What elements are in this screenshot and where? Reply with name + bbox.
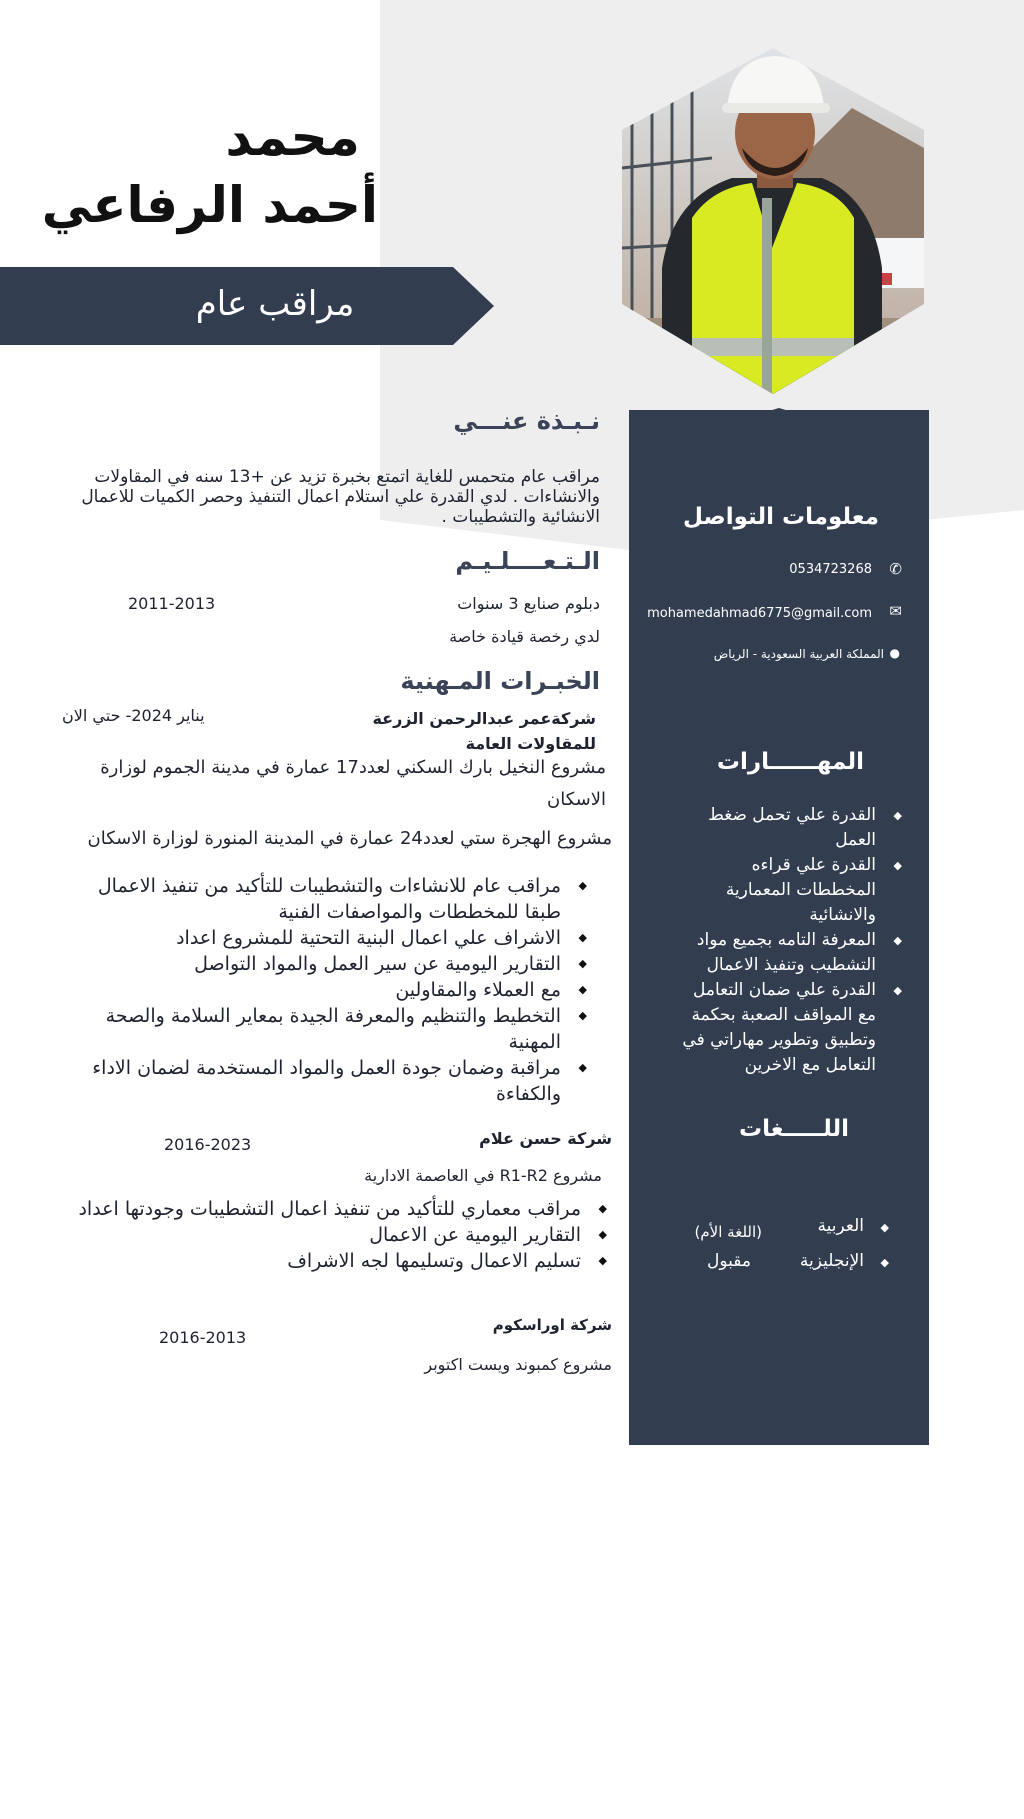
contact-phone[interactable]: 0534723268 bbox=[789, 562, 872, 577]
job3-project: مشروع كمبوند ويست اكتوبر bbox=[424, 1355, 612, 1374]
job2-company: شركة حسن علام bbox=[479, 1129, 612, 1148]
job3-period: 2016-2013 bbox=[159, 1328, 247, 1347]
languages-title: اللـــــغات bbox=[739, 1116, 849, 1142]
envelope-icon: ✉ bbox=[889, 602, 902, 620]
job2-duty: ◆ تسليم الاعمال وتسليمها لجه الاشراف bbox=[51, 1248, 611, 1274]
job1-project1: مشروع النخيل بارك السكني لعدد17 عمارة في مدينة الجموم لوزارة الاسكان bbox=[100, 757, 606, 810]
phone-icon: ✆ bbox=[889, 560, 902, 578]
language-bullet-icon: ◆ bbox=[880, 1221, 889, 1234]
skills-title: المهــــــارات bbox=[716, 749, 864, 775]
job1-project2: مشروع الهجرة ستي لعدد24 عمارة في المدينة المنورة لوزارة الاسكان bbox=[87, 828, 612, 849]
job1-duties bbox=[81, 873, 591, 1107]
job1-duty: ◆ مع العملاء والمقاولين bbox=[81, 977, 591, 1003]
skill-item: ◆ القدرة علي قراءه المخططات المعمارية والانشائية bbox=[682, 853, 904, 928]
location-pin-icon: ● bbox=[889, 646, 900, 660]
experience-title: الخبـرات المـهنية bbox=[400, 667, 600, 695]
job1-duty: ◆ التخطيط والتنظيم والمعرفة الجيدة بمعاير السلامة والصحة المهنية bbox=[81, 1003, 591, 1055]
job1-duty: ◆ مراقب عام للانشاءات والتشطيبات للتأكيد من تنفيذ الاعمال طبقا للمخططات والمواصفات الفنية bbox=[81, 873, 591, 925]
contact-email[interactable]: mohamedahmad6775@gmail.com bbox=[647, 606, 872, 621]
skill-item: ◆ القدرة علي تحمل ضغط العمل bbox=[682, 803, 904, 853]
education-title: الـتـعــــلـيـم bbox=[455, 547, 600, 575]
name-last: أحمد الرفاعي bbox=[41, 176, 378, 234]
job1-company: شركةعمر عبدالرحمن الزرعة للمقاولات العامة bbox=[372, 709, 596, 753]
sidebar bbox=[629, 410, 929, 1445]
job1-duty: ◆ التقارير اليومية عن سير العمل والمواد التواصل bbox=[81, 951, 591, 977]
job2-period: 2016-2023 bbox=[164, 1135, 252, 1154]
job1-period: يناير 2024- حتي الان bbox=[62, 706, 205, 725]
job2-duties bbox=[51, 1196, 611, 1274]
language-name: العربية bbox=[817, 1216, 864, 1236]
contact-location: المملكة العربية السعودية - الرياض bbox=[713, 647, 884, 661]
job2-duty: ◆ التقارير اليومية عن الاعمال bbox=[51, 1222, 611, 1248]
language-level: مقبول bbox=[707, 1251, 751, 1271]
language-level: (اللغة الأم) bbox=[694, 1223, 762, 1241]
education-years: 2011-2013 bbox=[128, 594, 216, 613]
about-text: مراقب عام متحمس للغاية اتمتع بخبرة تزيد عن +13 سنه في المقاولات والانشاءات . لدي القدرة علي استلام اعمال التنفيذ وحصر الكميات للاعمال الانشائية والتشطيبات . bbox=[81, 467, 600, 527]
education-license: لدي رخصة قيادة خاصة bbox=[449, 627, 600, 646]
language-bullet-icon: ◆ bbox=[880, 1256, 889, 1269]
name-first: محمد bbox=[225, 108, 360, 168]
job3-company: شركة اوراسكوم bbox=[492, 1316, 612, 1334]
job2-duty: ◆ مراقب معماري للتأكيد من تنفيذ اعمال التشطيبات وجودتها اعداد bbox=[51, 1196, 611, 1222]
about-title: نـبـذة عنـــي bbox=[453, 407, 600, 435]
skill-item: ◆ القدرة علي ضمان التعامل مع المواقف الصعبة بحكمة وتطبيق وتطوير مهاراتي في التعامل مع الاخرين bbox=[682, 978, 904, 1078]
language-name: الإنجليزية bbox=[799, 1251, 864, 1271]
skills-list bbox=[682, 803, 904, 1078]
job-title: مراقب عام bbox=[195, 284, 355, 324]
profile-photo bbox=[622, 48, 924, 394]
education-degree: دبلوم صنايع 3 سنوات bbox=[457, 594, 600, 613]
job1-duty: ◆ الاشراف علي اعمال البنية التحتية للمشروع اعداد bbox=[81, 925, 591, 951]
job1-duty: ◆ مراقبة وضمان جودة العمل والمواد المستخدمة لضمان الاداء والكفاءة bbox=[81, 1055, 591, 1107]
job2-project: مشروع R1-R2 في العاصمة الادارية bbox=[364, 1166, 602, 1185]
skill-item: ◆ المعرفة التامه بجميع مواد التشطيب وتنفيذ الاعمال bbox=[682, 928, 904, 978]
contact-title: معلومات التواصل bbox=[683, 504, 879, 530]
